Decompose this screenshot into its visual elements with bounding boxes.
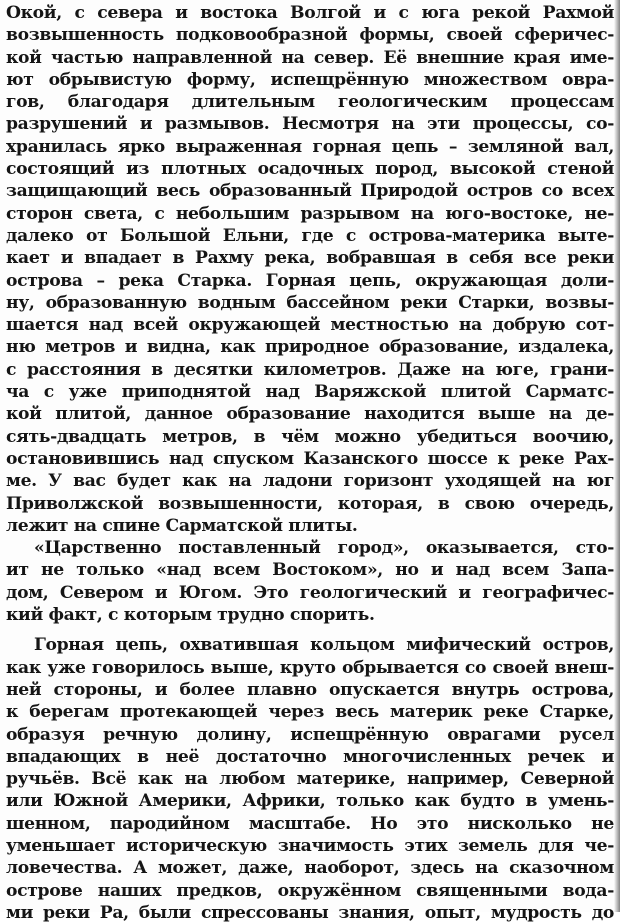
page-edge-shadow [614,0,620,912]
text-line: ню метров и видна, как природное образование, издалека, [6,337,614,358]
text-line: ну, образованную водным бассейном реки Старки, возвы- [6,292,614,313]
text-line: ме. У вас будет как на ладони горизонт уходящей на юг [6,471,614,492]
text-line: как уже говорилось выше, круто обрывается со своей внеш- [6,657,614,678]
text-line: кает и впадает в Рахму река, вобравшая в себя все реки [6,248,614,269]
text-line: ча с уже приподнятой над Варяжской плитой Сарматс- [6,382,614,403]
text-line: разрушений и размывов. Несмотря на эти процессы, со- [6,114,614,135]
text-line: ми реки Ра, были спрессованы знания, опыт, мудрость до [6,902,614,923]
text-line: защищающий весь образованный Природой остров со всех [6,181,614,202]
text-line: Окой, с севера и востока Волгой и с юга рекой Рахмой [6,3,614,23]
text-line: гов, благодаря длительным геологическим процессам [6,92,614,113]
body-text [6,2,614,924]
paragraph [6,634,614,924]
text-line: сять-двадцать метров, в чём можно убедиться воочию, [6,426,614,447]
text-line: Приволжской возвышенности, которая, в свою очередь, [6,493,614,514]
text-line: ручьёв. Всё как на любом материке, например, Северной [6,769,614,790]
text-line: к берегам протекающей через весь материк реке Старке, [6,702,614,723]
text-line: кой частью направленной на север. Её внешние края име- [6,47,614,68]
text-line: шается над всей окружающей местностью на добрую сот- [6,315,614,336]
text-line: дом, Севером и Югом. Это геологический и географичес- [6,582,614,603]
text-line: ловечества. А может, даже, наоборот, здесь на сказочном [6,858,614,879]
text-line: далеко от Большой Ельни, где с острова-материка выте- [6,225,614,246]
text-line: хранилась ярко выраженная горная цепь – земляной вал, [6,136,614,157]
text-line: впадающих в неё достаточно многочисленных речек и [6,746,614,767]
text-line: кой плитой, данное образование находится выше на де- [6,404,614,425]
paragraph [6,2,614,537]
text-line: состоящий из плотных осадочных пород, высокой стеной [6,159,614,180]
text-line: лежит на спине Сарматской плиты. [6,515,358,536]
text-line: остановившись над спуском Казанского шоссе к реке Рах- [6,448,614,469]
text-line: кий факт, с которым трудно спорить. [6,605,375,626]
text-line: образуя речную долину, испещрённую оврагами русел [6,724,614,745]
text-line: ют обрывистую форму, испещрённую множеством овра- [6,69,614,90]
text-line: Горная цепь, охватившая кольцом мифический остров, [34,635,614,656]
text-line: шенном, пародийном масштабе. Но это нисколько не [6,813,614,834]
text-line: острове наших предков, окружённом священными вода- [6,880,614,901]
text-line: сторон света, с небольшим разрывом на юго-востоке, не- [6,203,614,224]
text-line: с расстояния в десятки километров. Даже на юге, грани- [6,359,614,380]
text-line: ит не только «над всем Востоком», но и над всем Запа- [6,560,614,581]
paragraph [6,537,614,626]
text-line: «Царственно поставленный город», оказывается, сто- [34,538,614,559]
text-line: возвышенность подковообразной формы, своей сферичес- [6,25,614,46]
paragraph-gap [6,626,614,634]
text-line: уменьшает историческую значимость этих земель для че- [6,835,614,856]
text-line: острова – река Старка. Горная цепь, окружающая доли- [6,270,614,291]
text-line: или Южной Америки, Африки, только как будто в умень- [6,791,614,812]
text-line: ней стороны, и более плавно опускается внутрь острова, [6,679,614,700]
